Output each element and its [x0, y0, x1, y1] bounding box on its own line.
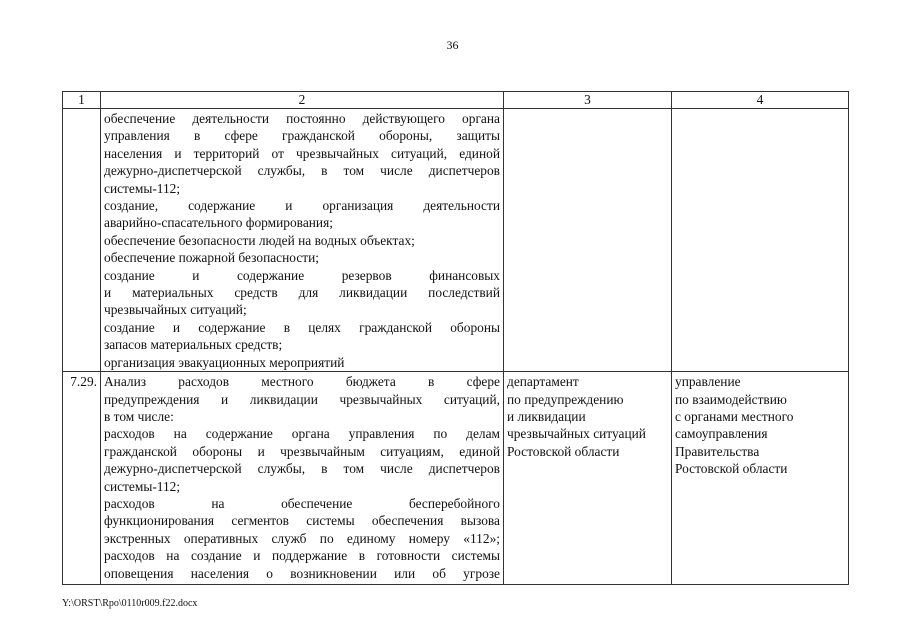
text-line: расходов на обеспечение бесперебойного	[104, 495, 500, 511]
text-line: предупреждения и ликвидации чрезвычайных ситуаций,	[104, 391, 500, 407]
text-line: создание и содержание в целях гражданской обороны	[104, 319, 500, 335]
text-line: системы-112;	[104, 478, 181, 494]
text-line: департамент	[507, 374, 579, 390]
text-line: системы-112;	[104, 180, 181, 196]
text-line: населения и территорий от чрезвычайных ситуаций, единой	[104, 145, 500, 161]
text-line: Правительства	[675, 443, 760, 459]
text-line: организация эвакуационных мероприятий	[104, 354, 345, 370]
text-line: самоуправления	[675, 426, 768, 442]
text-line: расходов на содержание органа управления по делам	[104, 426, 500, 442]
text-line: управления в сфере гражданской обороны, защиты	[104, 128, 500, 144]
row-description	[101, 109, 504, 372]
text-line: по предупреждению	[507, 391, 624, 407]
text-line: Ростовской области	[675, 461, 788, 477]
column-header-4: 4	[672, 92, 849, 109]
text-line: гражданской обороны и чрезвычайным ситуациям, единой	[104, 443, 500, 459]
text-line: Анализ расходов местного бюджета в сфере	[104, 374, 500, 390]
text-line: Ростовской области	[507, 443, 620, 459]
row-number	[63, 109, 101, 372]
text-line: чрезвычайных ситуаций;	[104, 302, 247, 318]
table-row	[63, 109, 849, 372]
text-line: и материальных средств для ликвидации последствий	[104, 285, 500, 301]
row-coexecutor	[672, 109, 849, 372]
row-responsible	[504, 372, 672, 585]
text-line: экстренных оперативных служб по единому номеру «112»;	[104, 530, 500, 546]
column-header-1: 1	[63, 92, 101, 109]
text-line: создание, содержание и организация деятельности	[104, 198, 500, 214]
text-line: с органами местного	[675, 408, 794, 424]
row-responsible	[504, 109, 672, 372]
text-line: и ликвидации	[507, 408, 586, 424]
text-line: дежурно-диспетчерской службы, в том числе диспетчеров	[104, 461, 500, 477]
text-line: аварийно-спасательного формирования;	[104, 215, 333, 231]
file-path-footer: Y:\ORST\Rpo\0110r009.f22.docx	[62, 598, 198, 609]
text-line: в том числе:	[104, 408, 174, 424]
text-line: обеспечение пожарной безопасности;	[104, 250, 320, 266]
text-line: обеспечение безопасности людей на водных объектах;	[104, 232, 415, 248]
text-line: обеспечение деятельности постоянно действующего органа	[104, 111, 500, 126]
column-header-3: 3	[504, 92, 672, 109]
table-header-row	[63, 92, 849, 109]
text-line: запасов материальных средств;	[104, 337, 283, 353]
text-line: дежурно-диспетчерской службы, в том числе диспетчеров	[104, 163, 500, 179]
text-line: создание и содержание резервов финансовых	[104, 267, 500, 283]
row-number: 7.29.	[63, 372, 101, 585]
text-line: оповещения населения о возникновении или об угрозе	[104, 565, 500, 581]
text-line: чрезвычайных ситуаций	[507, 426, 646, 442]
document-table	[62, 91, 849, 585]
text-line: функционирования сегментов системы обеспечения вызова	[104, 513, 500, 529]
row-coexecutor	[672, 372, 849, 585]
text-line: по взаимодействию	[675, 391, 787, 407]
column-header-2: 2	[101, 92, 504, 109]
table-row	[63, 372, 849, 585]
page-number: 36	[446, 38, 459, 52]
text-line: расходов на создание и поддержание в готовности системы	[104, 548, 500, 564]
row-description	[101, 372, 504, 585]
text-line: управление	[675, 374, 741, 390]
